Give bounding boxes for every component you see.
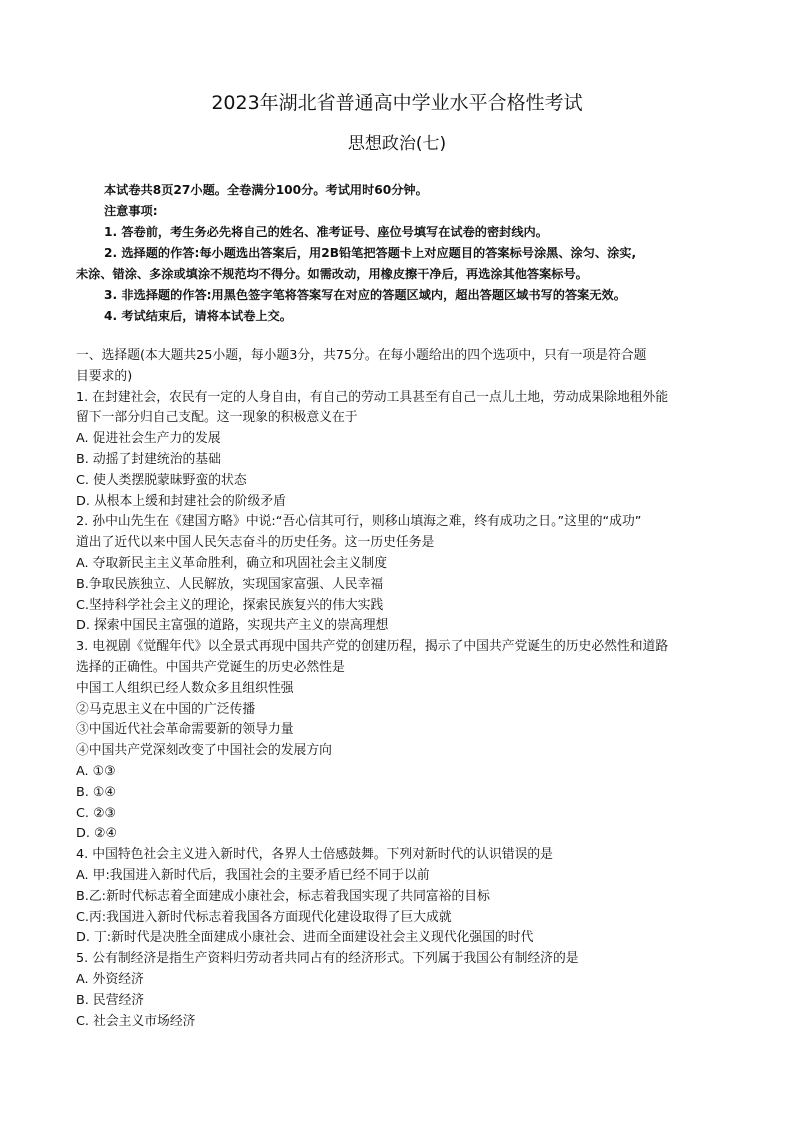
question-1-option-d: D. 从根本上缓和封建社会的阶级矛盾 (76, 493, 286, 509)
question-5-option-b: B. 民营经济 (76, 992, 145, 1008)
page-title: 2023年湖北省普通高中学业水平合格性考试 (211, 92, 583, 114)
instructions (0, 180, 794, 327)
question-4-option-b: B.乙:新时代标志着全面建成小康社会，标志着我国实现了共同富裕的目标 (76, 888, 490, 904)
question-1-stem-cont: 留下一部分归自己支配。这一现象的积极意义在于 (76, 410, 358, 426)
question-3-option-a: A. ①③ (76, 763, 116, 779)
question-4-option-a: A. 甲:我国进入新时代后，我国社会的主要矛盾已经不同于以前 (76, 867, 430, 883)
question-2-stem-cont: 道出了近代以来中国人民矢志奋斗的历史任务。这一历史任务是 (76, 535, 435, 551)
question-3-stem: 3. 电视剧《觉醒年代》以全景式再现中国共产党的创建历程，揭示了中国共产党诞生的历史必然性和道路 (76, 639, 669, 655)
question-3-statement-4: ④中国共产党深刻改变了中国社会的发展方向 (76, 743, 332, 759)
question-2-option-b: B.争取民族独立、人民解放，实现国家富强、人民幸福 (76, 576, 384, 592)
instruction-item-1: 1. 答卷前，考生务必先将自己的姓名、准考证号、座位号填写在试卷的密封线内。 (104, 225, 548, 239)
question-3-option-d: D. ②④ (76, 826, 117, 842)
instruction-summary: 本试卷共8页27小题。全卷满分100分。考试用时60分钟。 (104, 183, 428, 197)
question-5-option-a: A. 外资经济 (76, 971, 144, 987)
question-1-option-b: B. 动摇了封建统治的基础 (76, 451, 221, 467)
question-4-option-c: C.丙:我国进入新时代标志着我国各方面现代化建设取得了巨大成就 (76, 909, 452, 925)
instruction-item-3: 3. 非选择题的作答:用黑色签字笔将答案写在对应的答题区域内，超出答题区域书写的答案无效。 (104, 288, 626, 302)
instruction-notice: 注意事项: (104, 204, 158, 218)
question-2-option-d: D. 探索中国民主富强的道路，实现共产主义的崇高理想 (76, 618, 389, 634)
question-2-option-a: A. 夺取新民主主义革命胜利，确立和巩固社会主义制度 (76, 555, 387, 571)
section-heading-cont: 目要求的) (76, 368, 133, 384)
instruction-item-2-cont: 未涂、错涂、多涂或填涂不规范均不得分。如需改动，用橡皮擦干净后，再选涂其他答案标号。 (76, 267, 588, 281)
question-1-stem: 1. 在封建社会，农民有一定的人身自由，有自己的劳动工具甚至有自己一点儿土地，劳动成果除地租外能 (76, 389, 669, 405)
question-5-option-c: C. 社会主义市场经济 (76, 1013, 196, 1029)
question-4-option-d: D. 丁:新时代是决胜全面建成小康社会、进而全面建设社会主义现代化强国的时代 (76, 930, 534, 946)
question-3-statement-1: 中国工人组织已经人数众多且组织性强 (76, 680, 294, 696)
instruction-item-4: 4. 考试结束后，请将本试卷上交。 (104, 309, 292, 323)
question-3-statement-2: ②马克思主义在中国的广泛传播 (76, 701, 256, 717)
question-3-statement-3: ③中国近代社会革命需要新的领导力量 (76, 722, 294, 738)
question-5-stem: 5. 公有制经济是指生产资料归劳动者共同占有的经济形式。下列属于我国公有制经济的是 (76, 951, 579, 967)
question-1-option-a: A. 促进社会生产力的发展 (76, 431, 221, 447)
question-4-stem: 4. 中国特色社会主义进入新时代，各界人士倍感鼓舞。下列对新时代的认识错误的是 (76, 847, 553, 863)
question-2-option-c: C.坚持科学社会主义的理论，探索民族复兴的伟大实践 (76, 597, 384, 613)
question-3-option-b: B. ①④ (76, 784, 116, 800)
question-3-option-c: C. ②③ (76, 805, 117, 821)
question-3-stem-cont: 选择的正确性。中国共产党诞生的历史必然性是 (76, 659, 345, 675)
page-subtitle: 思想政治(七) (347, 134, 447, 154)
section-heading: 一、选择题(本大题共25小题，每小题3分，共75分。在每小题给出的四个选项中，只有一项是符合题 (76, 348, 647, 363)
instruction-item-2: 2. 选择题的作答:每小题选出答案后，用2B铅笔把答题卡上对应题目的答案标号涂黑、涂匀、涂实, (104, 246, 637, 260)
question-2-stem: 2. 孙中山先生在《建国方略》中说:“吾心信其可行，则移山填海之难，终有成功之日。”这里的“成功” (76, 514, 642, 530)
question-body (76, 346, 726, 1032)
question-1-option-c: C. 使人类摆脱蒙昧野蛮的状态 (76, 472, 247, 488)
